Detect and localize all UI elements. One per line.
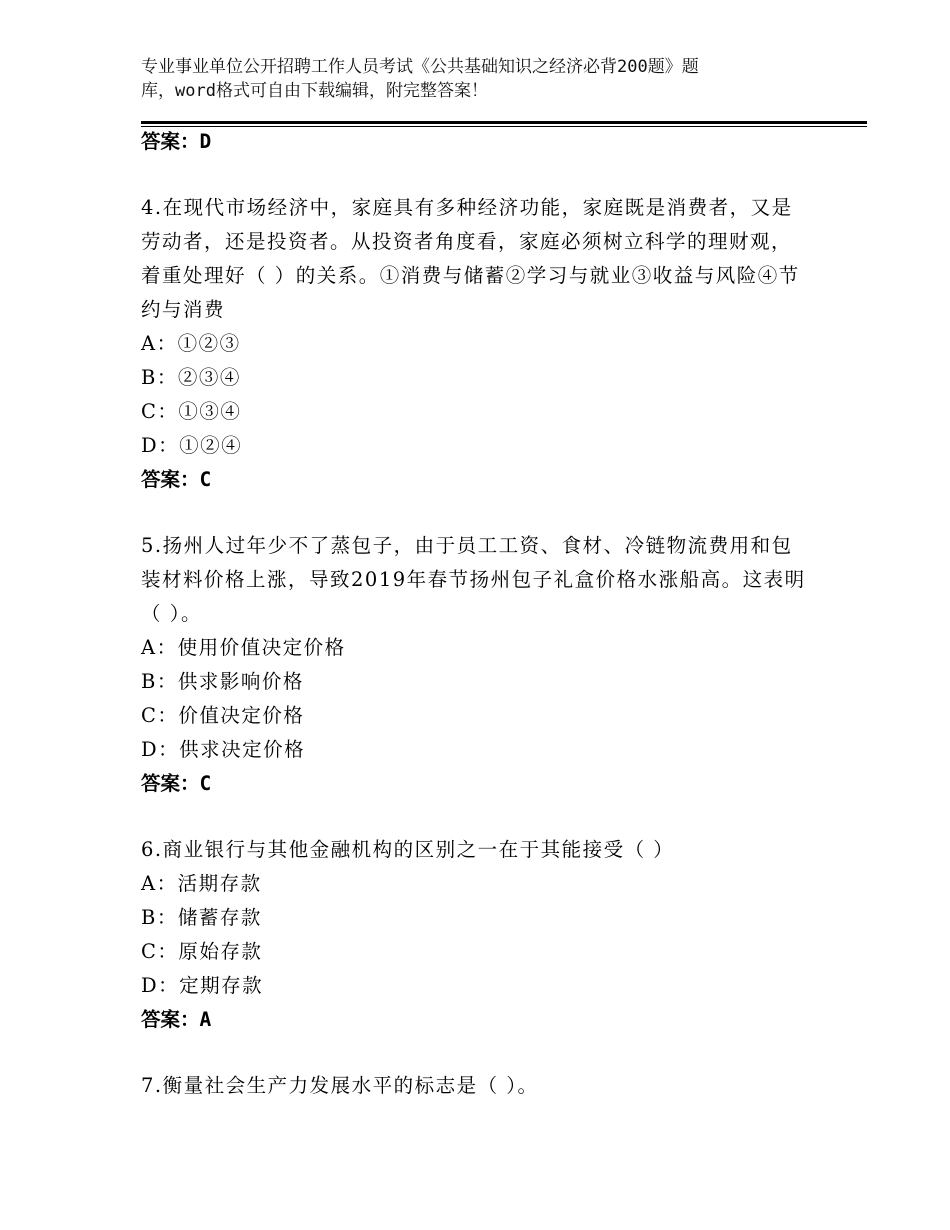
document-header (141, 55, 781, 103)
answer-line: 答案：C (141, 772, 212, 795)
answer-line: 答案：A (141, 1008, 212, 1031)
document-body (141, 125, 811, 1103)
question-text: 4.在现代市场经济中，家庭具有多种经济功能，家庭既是消费者，又是劳动者，还是投资者。从投资者角度看，家庭必须树立科学的理财观，着重处理好（ ）的关系。①消费与储蓄②学习与就业③收益与风险④节约与消费 (141, 196, 800, 321)
option-a: A：使用价值决定价格 (141, 636, 346, 659)
header-line-1: 专业事业单位公开招聘工作人员考试《公共基础知识之经济必背200题》题 (141, 57, 699, 77)
option-a: A：①②③ (141, 332, 241, 355)
option-b: B：储蓄存款 (141, 906, 262, 929)
option-d: D：定期存款 (141, 974, 264, 997)
option-a: A：活期存款 (141, 872, 262, 895)
question-text: 7.衡量社会生产力发展水平的标志是（ ）。 (141, 1074, 539, 1097)
answer-line: 答案：D (141, 130, 212, 153)
question-text: 5.扬州人过年少不了蒸包子，由于员工工资、食材、冷链物流费用和包装材料价格上涨，导致2019年春节扬州包子礼盒价格水涨船高。这表明（ ）。 (141, 534, 806, 625)
question-7 (141, 1069, 811, 1103)
option-b: B：②③④ (141, 366, 241, 389)
question-text: 6.商业银行与其他金融机构的区别之一在于其能接受（ ） (141, 838, 675, 861)
question-6 (141, 833, 811, 1037)
option-c: C：①③④ (141, 400, 242, 423)
question-4 (141, 191, 811, 497)
option-c: C：价值决定价格 (141, 704, 305, 727)
question-5 (141, 529, 811, 801)
header-rule-thick (141, 121, 867, 124)
option-d: D：供求决定价格 (141, 738, 306, 761)
option-b: B：供求影响价格 (141, 670, 304, 693)
option-c: C：原始存款 (141, 940, 263, 963)
option-d: D：①②④ (141, 434, 243, 457)
header-line-2: 库，word格式可自由下载编辑，附完整答案！ (141, 81, 488, 101)
answer-line: 答案：C (141, 468, 212, 491)
